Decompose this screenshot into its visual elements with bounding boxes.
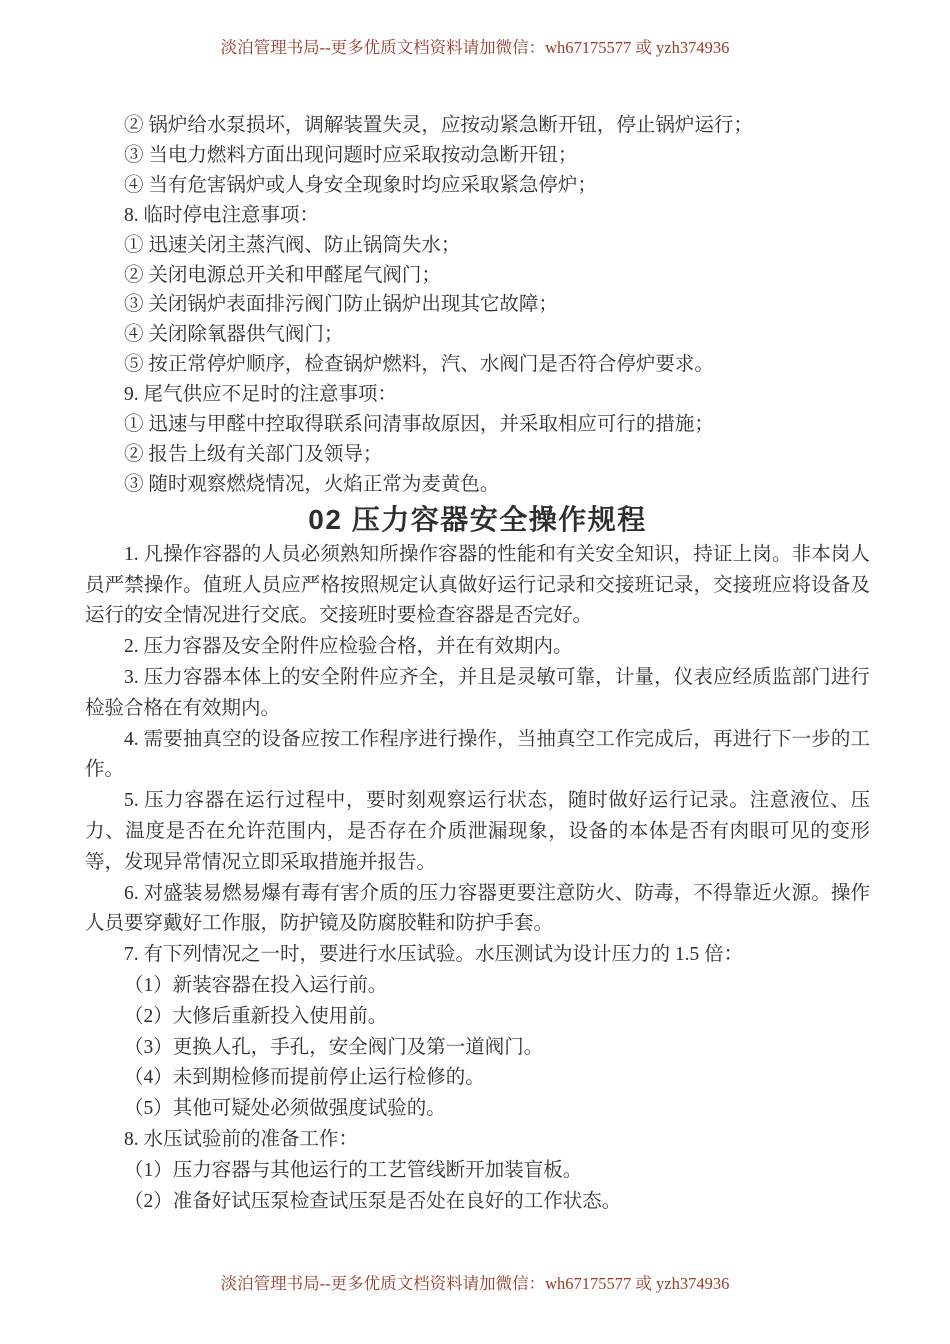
list-item: 8. 临时停电注意事项：	[124, 204, 320, 226]
paragraph: 2. 压力容器及安全附件应检验合格，并在有效期内。	[124, 636, 573, 658]
paragraph: 8. 水压试验前的准备工作：	[124, 1128, 359, 1150]
list-item: （2）准备好试压泵检查试压泵是否处在良好的工作状态。	[124, 1190, 622, 1212]
list-item: ② 锅炉给水泵损坏，调解装置失灵，应按动紧急断开钮，停止锅炉运行；	[124, 115, 753, 136]
paragraph: 3. 压力容器本体上的安全附件应齐全，并且是灵敏可靠，计量，仪表应经质监部门进行检验合格在有效期内。	[85, 666, 870, 719]
list-item: ③ 当电力燃料方面出现问题时应采取按动急断开钮；	[124, 144, 578, 166]
list-item: ⑤ 按正常停炉顺序，检查锅炉燃料，汽、水阀门是否符合停炉要求。	[124, 354, 714, 376]
list-item: （1）新装容器在投入运行前。	[124, 974, 388, 996]
list-item: ④ 关闭除氧器供气阀门；	[124, 324, 344, 346]
header-watermark: 淡泊管理书局--更多优质文档资料请加微信：wh67175577 或 yzh374936	[220, 38, 730, 57]
section-heading: 02 压力容器安全操作规程	[308, 503, 647, 535]
list-item: ① 迅速关闭主蒸汽阀、防止锅筒失水；	[124, 234, 461, 256]
paragraph: 6. 对盛装易燃易爆有毒有害介质的压力容器更要注意防火、防毒，不得靠近火源。操作人员要穿戴好工作服，防护镜及防腐胶鞋和防护手套。	[85, 882, 870, 935]
list-item: （3）更换人孔，手孔，安全阀门及第一道阀门。	[124, 1036, 544, 1058]
list-item: ② 报告上级有关部门及领导；	[124, 443, 383, 465]
list-item: 9. 尾气供应不足时的注意事项：	[124, 384, 398, 406]
list-item: （4）未到期检修而提前停止运行检修的。	[124, 1067, 485, 1089]
list-item: （5）其他可疑处必须做强度试验的。	[124, 1098, 446, 1120]
list-item: （2）大修后重新投入使用前。	[124, 1005, 388, 1027]
paragraph: 4. 需要抽真空的设备应按工作程序进行操作，当抽真空工作完成后，再进行下一步的工作。	[85, 728, 870, 781]
list-item: ④ 当有危害锅炉或人身安全现象时均应采取紧急停炉；	[124, 174, 597, 196]
list-item: ③ 随时观察燃烧情况，火焰正常为麦黄色。	[124, 473, 500, 495]
list-item: （1）压力容器与其他运行的工艺管线断开加装盲板。	[124, 1159, 583, 1181]
list-item: ① 迅速与甲醛中控取得联系问清事故原因，并采取相应可行的措施；	[124, 414, 714, 436]
document-body	[85, 111, 870, 1217]
paragraph: 7. 有下列情况之一时，要进行水压试验。水压测试为设计压力的 1.5 倍：	[124, 944, 744, 966]
paragraph: 1. 凡操作容器的人员必须熟知所操作容器的性能和有关安全知识，持证上岗。非本岗人员严禁操作。值班人员应严格按照规定认真做好运行记录和交接班记录，交接班应将设备及运行的安全情况进行交底。交接班时要检查容器是否完好。	[85, 543, 870, 627]
list-item: ② 关闭电源总开关和甲醛尾气阀门；	[124, 264, 441, 286]
paragraph: 5. 压力容器在运行过程中，要时刻观察运行状态，随时做好运行记录。注意液位、压力、温度是否在允许范围内，是否存在介质泄漏现象，设备的本体是否有肉眼可见的变形等，发现异常情况立即采取措施并报告。	[85, 790, 870, 873]
footer-watermark: 淡泊管理书局--更多优质文档资料请加微信：wh67175577 或 yzh374936	[220, 1274, 730, 1293]
list-item: ③ 关闭锅炉表面排污阀门防止锅炉出现其它故障；	[124, 294, 558, 316]
